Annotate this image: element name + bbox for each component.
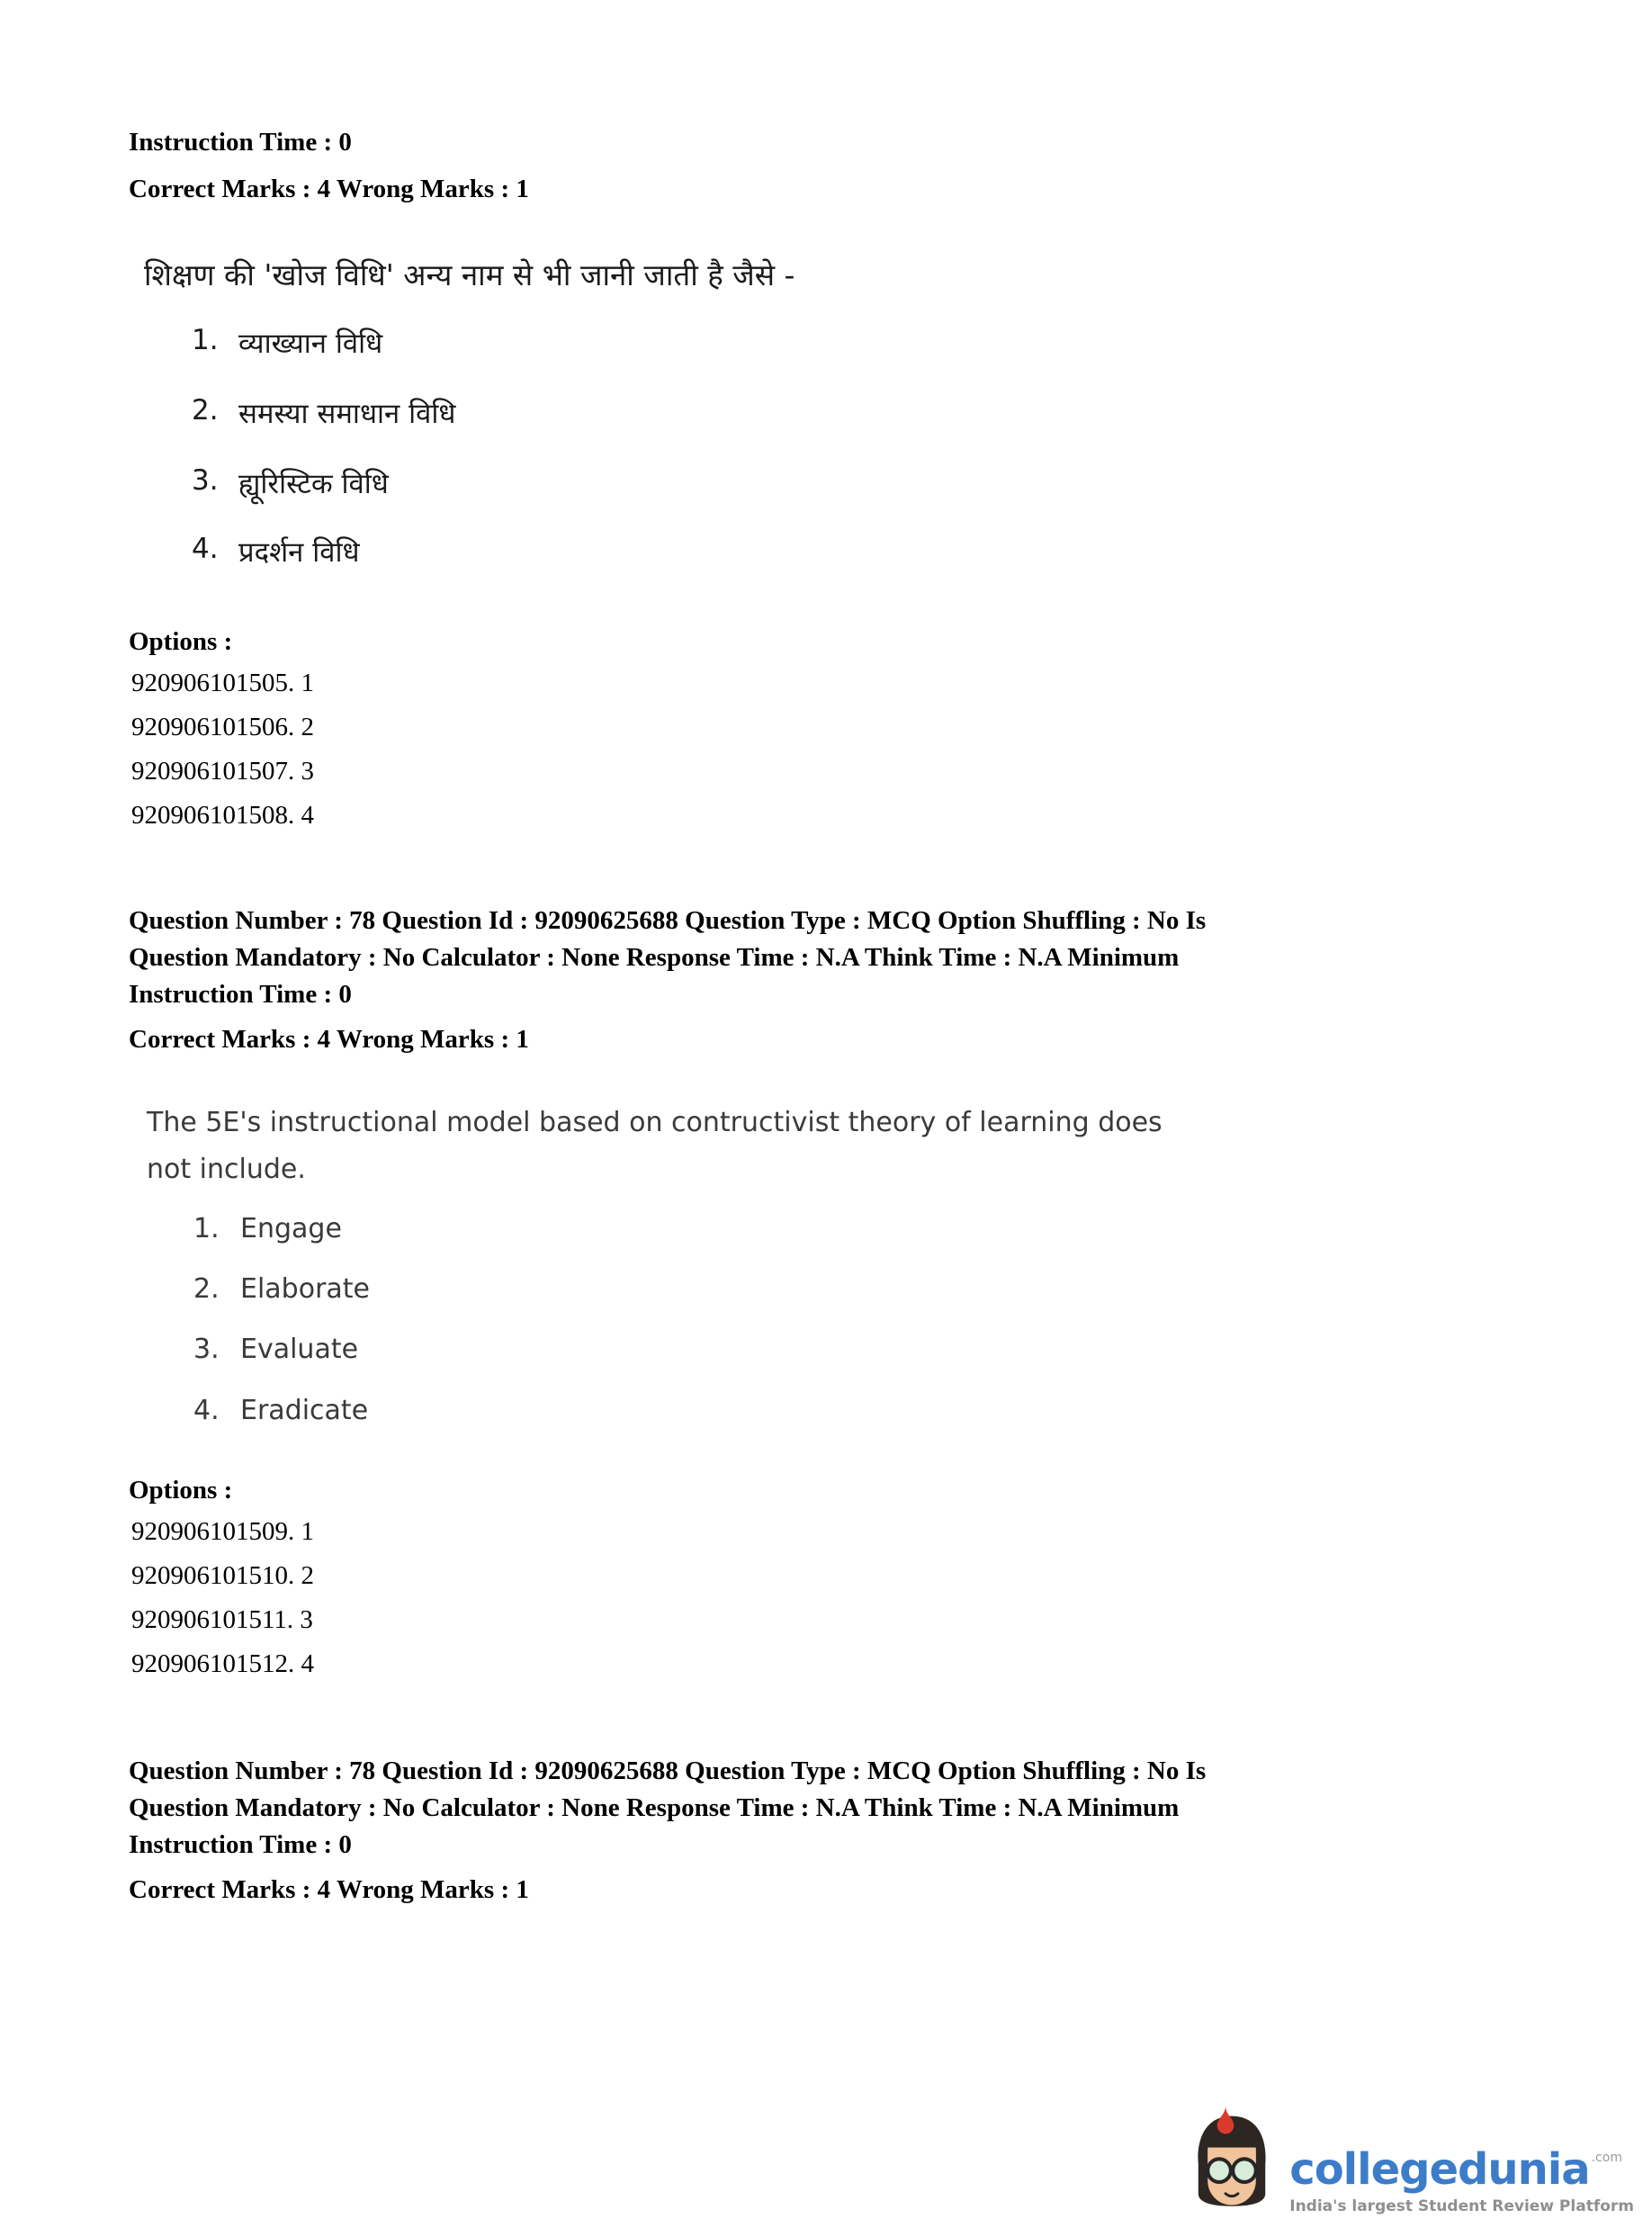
option-id-list: [131, 661, 314, 838]
option-label: Eradicate: [240, 1395, 369, 1426]
question-line: The 5E's instructional model based on contructivist theory of learning does: [147, 1107, 1163, 1138]
correct-marks-line: Correct Marks : 4 Wrong Marks : 1: [129, 175, 529, 203]
metadata-line: Question Number : 78 Question Id : 92090625688 Question Type : MCQ Option Shuffling : No Is: [129, 906, 1207, 935]
english-option-2: [193, 1273, 370, 1305]
option-label: Engage: [240, 1213, 342, 1244]
option-label: समस्या समाधान विधि: [238, 398, 456, 430]
hindi-option-2: [192, 394, 455, 432]
option-label: Evaluate: [240, 1334, 359, 1365]
option-label: Elaborate: [240, 1273, 371, 1305]
collegedunia-mascot-icon: [1183, 2106, 1280, 2221]
hindi-question-text: शिक्षण की 'खोज विधि' अन्य नाम से भी जानी जाती है जैसे -: [144, 257, 795, 292]
option-number: 2.: [192, 394, 219, 427]
option-number: 1.: [192, 324, 219, 356]
option-id-list: [131, 1510, 314, 1686]
question-metadata-block: [129, 1753, 1532, 1864]
option-id: 920906101509. 1: [131, 1517, 314, 1546]
brand-name: collegedunia: [1289, 2144, 1590, 2195]
options-heading: Options :: [129, 627, 233, 656]
question-metadata-block: [129, 903, 1532, 1013]
metadata-line: Question Number : 78 Question Id : 92090625688 Question Type : MCQ Option Shuffling : No Is: [129, 1756, 1207, 1785]
options-heading: Options :: [129, 1476, 233, 1505]
correct-marks-line: Correct Marks : 4 Wrong Marks : 1: [129, 1875, 529, 1904]
collegedunia-logo: [1183, 2106, 1634, 2221]
option-id: 920906101512. 4: [131, 1649, 314, 1678]
hindi-option-3: [192, 464, 389, 502]
option-id: 920906101510. 2: [131, 1561, 314, 1590]
option-id: 920906101506. 2: [131, 713, 314, 741]
option-label: व्याख्यान विधि: [238, 328, 383, 360]
option-number: 3.: [192, 464, 219, 497]
option-id: 920906101508. 4: [131, 801, 314, 830]
english-option-1: [193, 1213, 342, 1244]
option-id: 920906101505. 1: [131, 669, 314, 697]
option-label: ह्यूरिस्टिक विधि: [238, 468, 389, 500]
metadata-line: Question Mandatory : No Calculator : None Response Time : N.A Think Time : N.A Minimum: [129, 943, 1180, 972]
option-id: 920906101511. 3: [131, 1605, 313, 1634]
correct-marks-line: Correct Marks : 4 Wrong Marks : 1: [129, 1025, 529, 1054]
option-label: प्रदर्शन विधि: [238, 536, 360, 569]
option-id: 920906101507. 3: [131, 757, 314, 786]
metadata-line: Instruction Time : 0: [129, 1830, 352, 1859]
option-number: 4.: [192, 533, 219, 565]
question-line: not include.: [147, 1154, 306, 1185]
option-number: 3.: [193, 1334, 220, 1365]
english-question-text: [147, 1100, 1163, 1193]
english-option-3: [193, 1334, 358, 1365]
instruction-time-line: Instruction Time : 0: [129, 128, 352, 157]
option-number: 2.: [193, 1273, 220, 1305]
brand-suffix: .com: [1591, 2151, 1622, 2165]
hindi-option-4: [192, 533, 360, 570]
english-option-4: [193, 1395, 368, 1426]
option-number: 4.: [193, 1395, 220, 1426]
hindi-option-1: [192, 324, 382, 362]
metadata-line: Instruction Time : 0: [129, 980, 352, 1009]
metadata-line: Question Mandatory : No Calculator : None Response Time : N.A Think Time : N.A Minimum: [129, 1793, 1180, 1822]
option-number: 1.: [193, 1213, 220, 1244]
brand-tagline: India's largest Student Review Platform: [1289, 2197, 1634, 2215]
